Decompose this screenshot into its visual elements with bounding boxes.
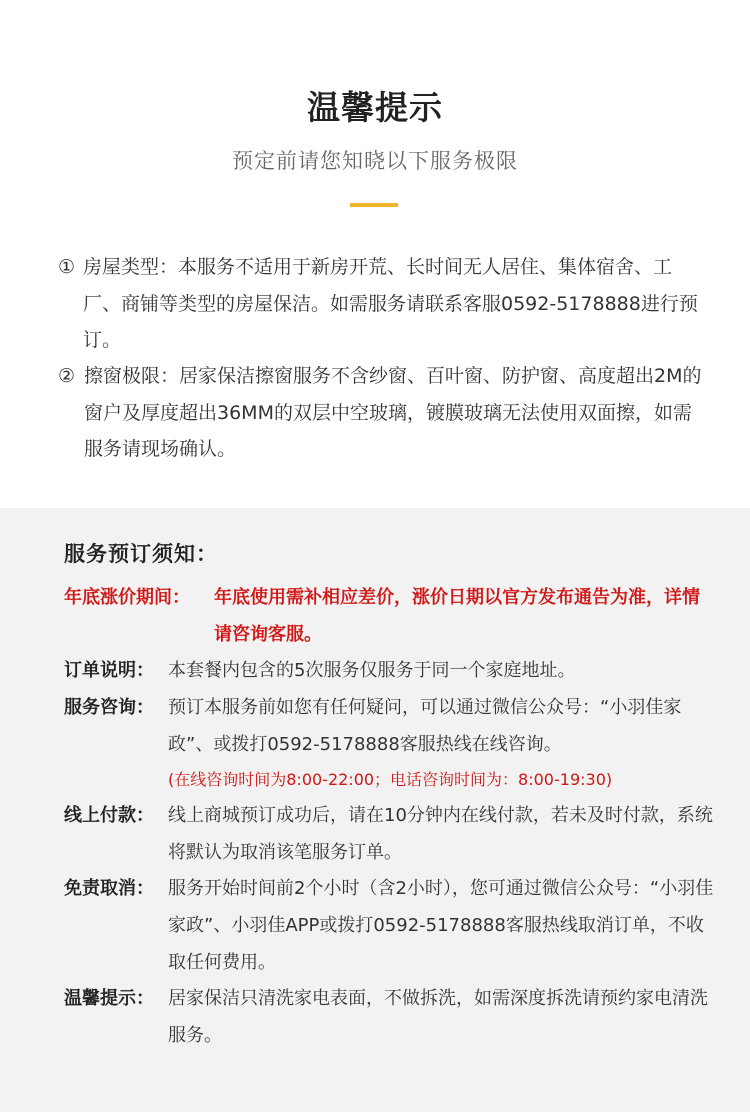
warm-tip-item: [64, 980, 714, 1054]
free-cancel-item: [64, 870, 714, 981]
notice-text: 本服务不适用于新房开荒、长时间无人居住、集体宿舍、工厂、商铺等类型的房屋保洁。如需服务请联系客服0592-5178888进行预订。: [83, 256, 698, 351]
consult-hours: (在线咨询时间为8:00-22:00；电话咨询时间为：8:00-19:30): [168, 770, 613, 789]
online-payment-item: [64, 797, 714, 871]
page-title: 温馨提示: [307, 88, 443, 127]
item-label: 订单说明：: [64, 660, 154, 681]
notice-text: 居家保洁擦窗服务不含纱窗、百叶窗、防护窗、高度超出2M的窗户及厚度超出36MM的双层中空玻璃，镀膜玻璃无法使用双面擦，如需服务请现场确认。: [84, 365, 702, 460]
item-text: 本套餐内包含的5次服务仅服务于同一个家庭地址。: [168, 660, 576, 681]
item-text: 服务开始时间前2个小时（含2小时），您可通过微信公众号：“小羽佳家政”、小羽佳APP或拨打0592-5178888客服热线取消订单，不收取任何费用。: [168, 878, 714, 973]
item-label: 线上付款：: [64, 805, 154, 826]
notice-number: ②: [58, 365, 76, 387]
item-text: 线上商城预订成功后，请在10分钟内在线付款，若未及时付款，系统将默认为取消该笔服务订单。: [168, 805, 713, 863]
item-label: 年底涨价期间：: [64, 587, 190, 608]
notice-label: 擦窗极限：: [84, 365, 180, 387]
item-label: 温馨提示：: [64, 988, 154, 1009]
notice-house-type: [58, 249, 708, 359]
notice-number: ①: [58, 256, 76, 278]
item-label: 服务咨询：: [64, 697, 154, 718]
item-text: 预订本服务前如您有任何疑问，可以通过微信公众号：“小羽佳家政”、或拨打0592-5178888客服热线在线咨询。: [168, 697, 682, 755]
notice-body: [58, 358, 708, 468]
title-divider: [350, 203, 398, 207]
item-text: 年底使用需补相应差价，涨价日期以官方发布通告为准，详情请咨询客服。: [214, 587, 700, 645]
service-consult-item: [64, 689, 714, 797]
price-increase-item: [64, 579, 714, 653]
page-subtitle: 预定前请您知晓以下服务极限: [232, 149, 518, 173]
tips-section: [0, 0, 750, 508]
notice-body: [58, 249, 708, 359]
item-label: 免责取消：: [64, 878, 154, 899]
item-text: 居家保洁只清洗家电表面，不做拆洗，如需深度拆洗请预约家电清洗服务。: [168, 988, 708, 1046]
order-note-item: [64, 652, 714, 689]
notice-label: 房屋类型：: [83, 256, 179, 278]
notice-window-limit: [58, 358, 708, 468]
booking-notice-section: [0, 508, 750, 1112]
booking-title: 服务预订须知：: [64, 542, 218, 566]
